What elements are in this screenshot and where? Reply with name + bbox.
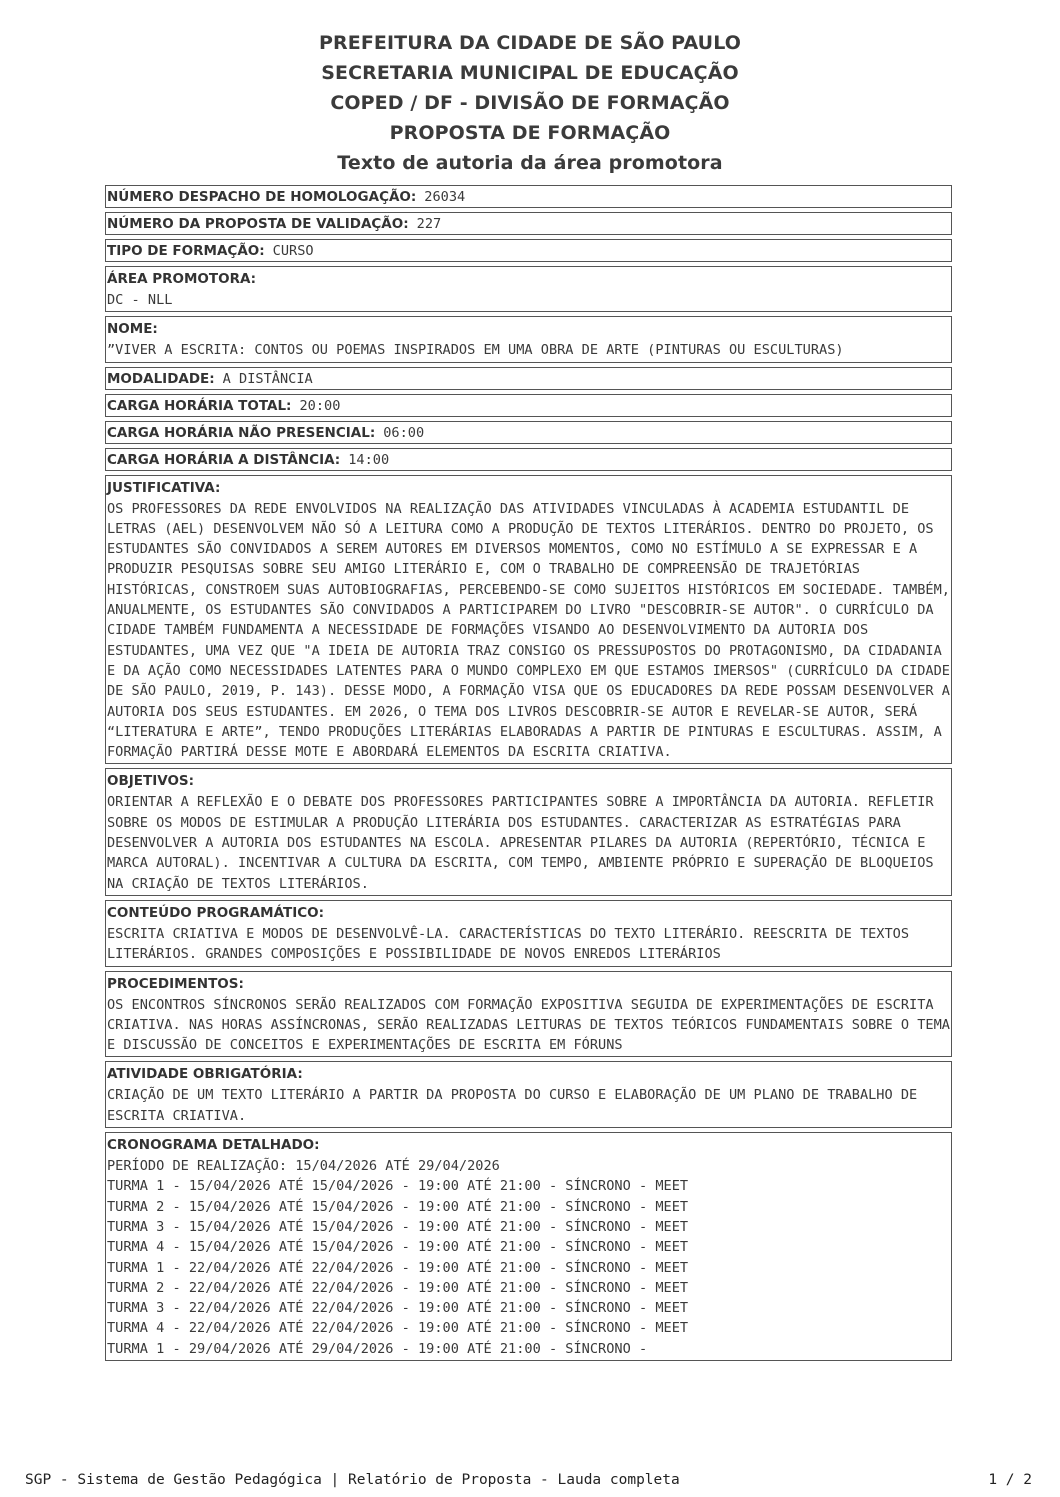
field-label: CARGA HORÁRIA A DISTÂNCIA: (107, 451, 341, 468)
field-label: TIPO DE FORMAÇÃO: (107, 243, 265, 259)
field-value: ”VIVER A ESCRITA: CONTOS OU POEMAS INSPIRADOS EM UMA OBRA DE ARTE (PINTURAS OU ESCULTURAS) (107, 342, 844, 359)
page-footer (25, 1472, 1032, 1488)
schedule-line: TURMA 1 - 29/04/2026 ATÉ 29/04/2026 - 19:00 ATÉ 21:00 - SÍNCRONO - (107, 1340, 648, 1357)
field-atividade (105, 1061, 952, 1128)
field-nome (105, 316, 952, 362)
schedule-line: TURMA 4 - 22/04/2026 ATÉ 22/04/2026 - 19:00 ATÉ 21:00 - SÍNCRONO - MEET (107, 1320, 689, 1337)
field-despacho (105, 185, 952, 208)
field-value: DC - NLL (107, 292, 173, 308)
schedule-line: TURMA 2 - 15/04/2026 ATÉ 15/04/2026 - 19:00 ATÉ 21:00 - SÍNCRONO - MEET (107, 1198, 689, 1215)
field-procedimentos (105, 971, 952, 1058)
field-label: MODALIDADE: (107, 370, 215, 387)
schedule-line: TURMA 1 - 15/04/2026 ATÉ 15/04/2026 - 19:00 ATÉ 21:00 - SÍNCRONO - MEET (107, 1178, 689, 1195)
field-value: 20:00 (299, 397, 341, 414)
footer-title: SGP - Sistema de Gestão Pedagógica | Relatório de Proposta - Lauda completa (25, 1472, 680, 1488)
schedule-line: TURMA 3 - 22/04/2026 ATÉ 22/04/2026 - 19:00 ATÉ 21:00 - SÍNCRONO - MEET (107, 1300, 689, 1317)
field-justificativa (105, 475, 952, 765)
field-area (105, 266, 952, 312)
header-line-1: PREFEITURA DA CIDADE DE SÃO PAULO (319, 32, 741, 54)
field-value: 227 (416, 216, 442, 232)
field-label: OBJETIVOS: (107, 773, 195, 790)
schedule-line: TURMA 1 - 22/04/2026 ATÉ 22/04/2026 - 19:00 ATÉ 21:00 - SÍNCRONO - MEET (107, 1259, 689, 1276)
field-value: ESCRITA CRIATIVA E MODOS DE DESENVOLVÊ-LA. CARACTERÍSTICAS DO TEXTO LITERÁRIO. REESCRITA DE TEXTOS LITERÁRIOS. GRANDES COMPOSIÇÕES E POSSIBILIDADE DE NOVOS ENREDOS LITERÁRIOS (107, 925, 910, 963)
field-label: ÁREA PROMOTORA: (107, 271, 257, 287)
document-header (0, 28, 1060, 178)
schedule-line: TURMA 4 - 15/04/2026 ATÉ 15/04/2026 - 19:00 ATÉ 21:00 - SÍNCRONO - MEET (107, 1239, 689, 1256)
schedule-lines (107, 1156, 951, 1359)
header-line-2: SECRETARIA MUNICIPAL DE EDUCAÇÃO (321, 62, 739, 84)
field-carga-distancia (105, 448, 952, 471)
field-value: ORIENTAR A REFLEXÃO E O DEBATE DOS PROFESSORES PARTICIPANTES SOBRE A IMPORTÂNCIA DA AUTORIA. REFLETIR SOBRE OS MODOS DE ESTIMULAR A PRODUÇÃO LITERÁRIA DOS ESTUDANTES. CARACTERIZAR AS ESTRATÉGIAS PARA DESENVOLVER A AUTORIA DOS ESTUDANTES NA ESCOLA. APRESENTAR PILARES DA AUTORIA (REPERTÓRIO, TÉCNICA E MARCA AUTORAL). INCENTIVAR A CULTURA DA ESCRITA, COM TEMPO, AMBIENTE PRÓPRIO E SUPERAÇÃO DE BLOQUEIOS NA CRIAÇÃO DE TEXTOS LITERÁRIOS. (107, 794, 934, 892)
header-line-5: Texto de autoria da área promotora (337, 152, 723, 174)
field-tipo (105, 239, 952, 262)
field-modalidade (105, 367, 952, 390)
header-line-4: PROPOSTA DE FORMAÇÃO (389, 122, 671, 144)
field-label: JUSTIFICATIVA: (107, 479, 221, 496)
field-carga-nao-presencial (105, 421, 952, 444)
schedule-line: TURMA 3 - 15/04/2026 ATÉ 15/04/2026 - 19:00 ATÉ 21:00 - SÍNCRONO - MEET (107, 1218, 689, 1235)
field-value: 26034 (424, 189, 466, 205)
field-label: PROCEDIMENTOS: (107, 975, 244, 992)
page-number: 1 / 2 (988, 1472, 1032, 1488)
field-objetivos (105, 768, 952, 895)
field-value: OS ENCONTROS SÍNCRONOS SERÃO REALIZADOS COM FORMAÇÃO EXPOSITIVA SEGUIDA DE EXPERIMENTAÇÕES DE ESCRITA CRIATIVA. NAS HORAS ASSÍNCRONAS, SERÃO REALIZADAS LEITURAS DE TEXTOS TEÓRICOS FUNDAMENTAIS SOBRE O TEMA E DISCUSSÃO DE CONCEITOS E EXPERIMENTAÇÕES DE ESCRITA EM FÓRUNS (107, 996, 950, 1054)
schedule-line: PERÍODO DE REALIZAÇÃO: 15/04/2026 ATÉ 29/04/2026 (107, 1158, 500, 1175)
field-value: 14:00 (348, 451, 390, 468)
field-value: A DISTÂNCIA (222, 370, 313, 387)
field-label: ATIVIDADE OBRIGATÓRIA: (107, 1066, 303, 1083)
field-label: CARGA HORÁRIA NÃO PRESENCIAL: (107, 424, 376, 441)
schedule-line: TURMA 2 - 22/04/2026 ATÉ 22/04/2026 - 19:00 ATÉ 21:00 - SÍNCRONO - MEET (107, 1279, 689, 1296)
proposal-fields (105, 185, 952, 1365)
field-label: CRONOGRAMA DETALHADO: (107, 1137, 320, 1154)
field-cronograma (105, 1132, 952, 1361)
field-value: CRIAÇÃO DE UM TEXTO LITERÁRIO A PARTIR DA PROPOSTA DO CURSO E ELABORAÇÃO DE UM PLANO DE TRABALHO DE ESCRITA CRIATIVA. (107, 1087, 918, 1124)
field-value: CURSO (272, 243, 314, 259)
field-value: 06:00 (383, 424, 425, 441)
field-label: NOME: (107, 321, 158, 338)
header-line-3: COPED / DF - DIVISÃO DE FORMAÇÃO (330, 92, 730, 114)
field-label: NÚMERO DA PROPOSTA DE VALIDAÇÃO: (107, 216, 409, 232)
field-label: NÚMERO DESPACHO DE HOMOLOGAÇÃO: (107, 189, 417, 205)
field-label: CARGA HORÁRIA TOTAL: (107, 397, 292, 414)
field-carga-total (105, 394, 952, 417)
field-proposta (105, 212, 952, 235)
field-conteudo (105, 900, 952, 967)
field-label: CONTEÚDO PROGRAMÁTICO: (107, 904, 324, 921)
field-value: OS PROFESSORES DA REDE ENVOLVIDOS NA REALIZAÇÃO DAS ATIVIDADES VINCULADAS À ACADEMIA ESTUDANTIL DE LETRAS (AEL) DESENVOLVEM NÃO SÓ A LEITURA COMO A PRODUÇÃO DE TEXTOS LITERÁRIOS. DENTRO DO PROJETO, OS ESTUDANTES SÃO CONVIDADOS A SEREM AUTORES EM DIVERSOS MOMENTOS, COMO NO ESTÍMULO A SE EXPRESSAR E A PRODUZIR PESQUISAS SOBRE SEU AMIGO LITERÁRIO E, COM O TRABALHO DE COMPREENSÃO DE TRAJETÓRIAS HISTÓRICAS, CONSTROEM SUAS AUTOBIOGRAFIAS, PERCEBENDO-SE COMO SUJEITOS HISTÓRICOS EM SOCIEDADE. TAMBÉM, ANUALMENTE, OS ESTUDANTES SÃO CONVIDADOS A PARTICIPAREM DO LIVRO "DESCOBRIR-SE AUTOR". O CURRÍCULO DA CIDADE TAMBÉM FUNDAMENTA A NECESSIDADE DE FORMAÇÕES VISANDO AO DESENVOLVIMENTO DA AUTORIA DOS ESTUDANTES, UMA VEZ QUE "A IDEIA DE AUTORIA TRAZ CONSIGO OS PRESSUPOSTOS DO PROTAGONISMO, DA CIDADANIA E DA AÇÃO COMO NECESSIDADES LATENTES PARA O MUNDO COMPLEXO EM QUE ESTAMOS IMERSOS" (CURRÍCULO DA CIDADE DE SÃO PAULO, 2019, P. 143). DESSE MODO, A FORMAÇÃO VISA QUE OS EDUCADORES DA REDE POSSAM DESENVOLVER A AUTORIA DOS SEUS ESTUDANTES. EM 2026, O TEMA DOS LIVROS DESCOBRIR-SE AUTOR E REVELAR-SE AUTOR, SERÁ “LITERATURA E ARTE”, TENDO PRODUÇÕES LITERÁRIAS ELABORADAS A PARTIR DE PINTURAS E ESCULTURAS. ASSIM, A FORMAÇÃO PARTIRÁ DESSE MOTE E ABORDARÁ ELEMENTOS DA ESCRITA CRIATIVA. (107, 500, 950, 761)
